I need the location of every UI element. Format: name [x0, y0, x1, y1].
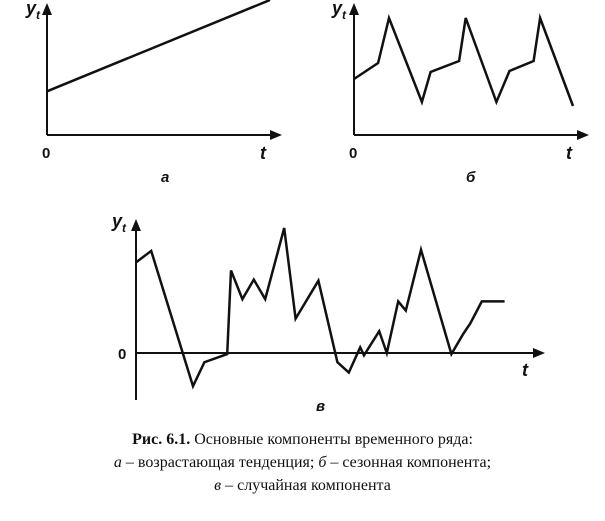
panel-b-y-label-sub: t	[342, 8, 346, 22]
panel-a-series-line	[47, 0, 270, 91]
caption-b-text: – сезонная компонента;	[326, 454, 492, 471]
panel-c-y-arrow	[131, 219, 141, 231]
panel-a-y-arrow	[42, 3, 52, 15]
panel-c-series-line	[136, 228, 505, 386]
panel-c-label: в	[316, 398, 326, 415]
panel-b-origin-label: 0	[349, 145, 358, 162]
figure-caption-line1	[0, 430, 605, 450]
caption-c-text: – случайная компонента	[221, 477, 391, 494]
caption-title: Основные компоненты временного ряда:	[190, 431, 473, 448]
panel-b-series-line	[354, 18, 573, 106]
panel-c-y-label: y	[112, 211, 123, 231]
panel-b-label: б	[466, 169, 476, 186]
panel-a-chart	[25, 0, 282, 186]
panel-a-x-label: t	[260, 143, 266, 163]
caption-c-letter: в	[214, 477, 222, 494]
panel-c-x-arrow	[533, 348, 545, 358]
panel-b-chart	[331, 0, 589, 186]
panel-a-origin-label: 0	[42, 145, 51, 162]
panel-a-y-label: y	[26, 0, 37, 18]
panel-c-x-label: t	[522, 360, 528, 380]
caption-b-letter: б	[318, 454, 327, 471]
panel-b-x-arrow	[577, 130, 589, 140]
panel-a-y-label-sub: t	[36, 8, 40, 22]
panel-b-y-arrow	[349, 3, 359, 15]
figure-number: Рис. 6.1.	[132, 431, 191, 448]
panel-a-label: а	[161, 169, 170, 186]
figure-caption-line2	[0, 453, 605, 473]
panel-c-y-label-sub: t	[122, 221, 126, 235]
caption-a-letter: а	[113, 454, 122, 471]
panel-a-x-arrow	[270, 130, 282, 140]
figure-caption-line3	[0, 476, 605, 496]
caption-a-text: – возрастающая тенденция;	[121, 454, 319, 471]
panel-b-y-label: y	[332, 0, 343, 18]
panel-c-origin-label: 0	[118, 346, 127, 363]
panel-b-x-label: t	[566, 143, 572, 163]
panel-c-chart	[111, 211, 545, 415]
